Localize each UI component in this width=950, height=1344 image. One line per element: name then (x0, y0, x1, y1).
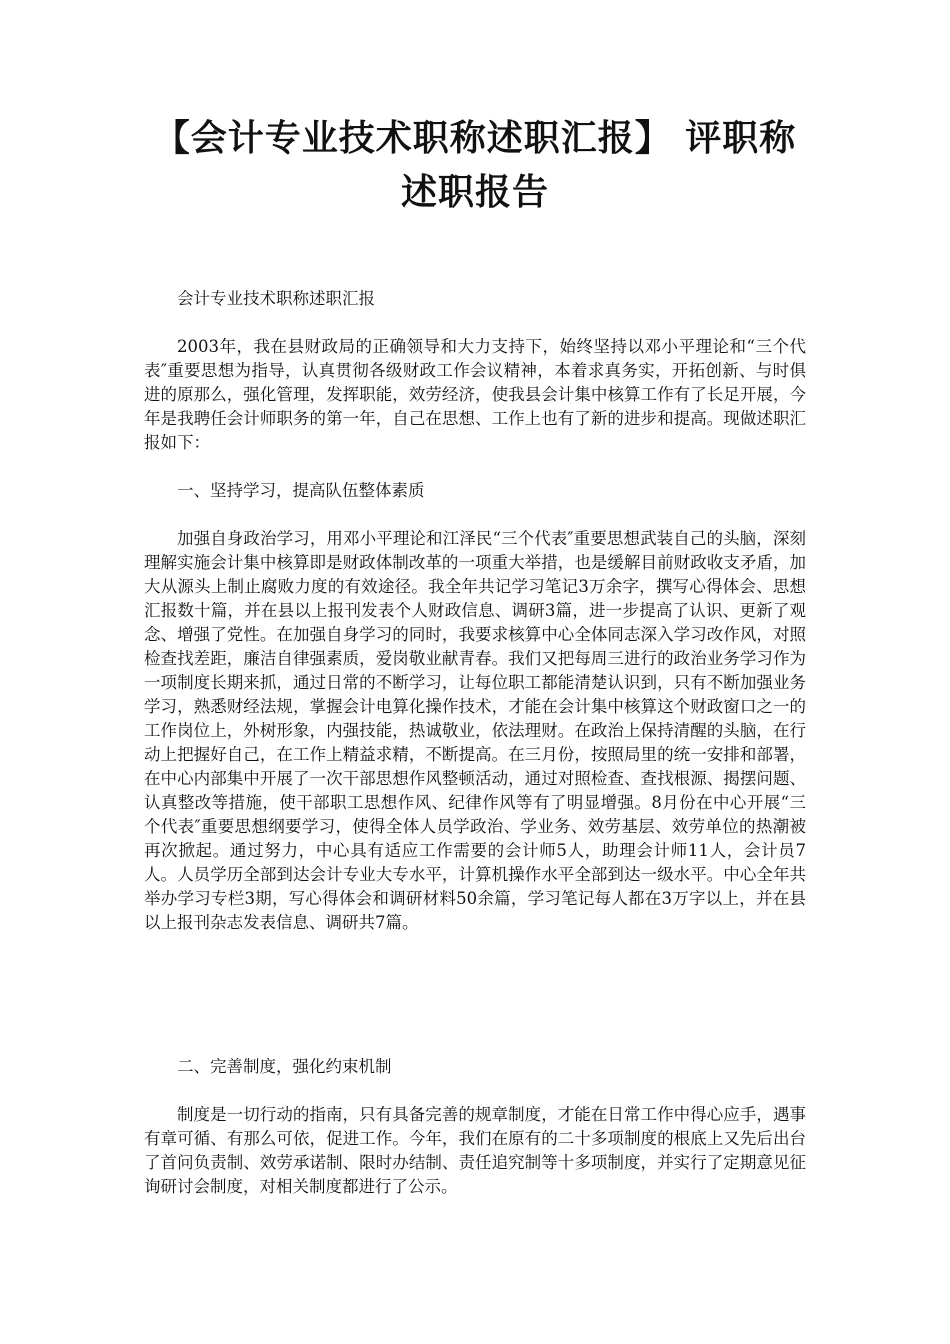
document-subtitle: 会计专业技术职称述职汇报 (177, 289, 375, 308)
intro-paragraph: 2003年，我在县财政局的正确领导和大力支持下，始终坚持以邓小平理论和“三个代表″重要思想为指导，认真贯彻各级财政工作会议精神，本着求真务实，开拓创新、与时俱进的原那么，强化管理，发挥职能，效劳经济，使我县会计集中核算工作有了长足开展，今年是我聘任会计师职务的第一年，自己在思想、工作上也有了新的进步和提高。现做述职汇报如下： (144, 337, 806, 452)
section-heading-2: 二、完善制度，强化约束机制 (177, 1057, 392, 1076)
section-body-1: 加强自身政治学习，用邓小平理论和江泽民“三个代表″重要思想武装自己的头脑，深刻理解实施会计集中核算即是财政体制改革的一项重大举措，也是缓解目前财政收支矛盾，加大从源头上制止腐败力度的有效途径。我全年共记学习笔记3万余字，撰写心得体会、思想汇报数十篇，并在县以上报刊发表个人财政信息、调研3篇，进一步提高了认识、更新了观念、增强了党性。在加强自身学习的同时，我要求核算中心全体同志深入学习改作风，对照检查找差距，廉洁自律强素质，爱岗敬业献青春。我们又把每周三进行的政治业务学习作为一项制度长期来抓，通过日常的不断学习，让每位职工都能清楚认识到，只有不断加强业务学习，熟悉财经法规，掌握会计电算化操作技术，才能在会计集中核算这个财政窗口之一的工作岗位上，外树形象，内强技能，热诚敬业，依法理财。在政治上保持清醒的头脑，在行动上把握好自己，在工作上精益求精，不断提高。在三月份，按照局里的统一安排和部署，在中心内部集中开展了一次干部思想作风整顿活动，通过对照检查、查找根源、揭摆问题、认真整改等措施，使干部职工思想作风、纪律作风等有了明显增强。8月份在中心开展“三个代表″重要思想纲要学习，使得全体人员学政治、学业务、效劳基层、效劳单位的热潮被再次掀起。通过努力，中心具有适应工作需要的会计师5人，助理会计师11人，会计员7人。人员学历全部到达会计专业大专水平，计算机操作水平全部到达一级水平。中心全年共举办学习专栏3期，写心得体会和调研材料50余篇，学习笔记每人都在3万字以上，并在县以上报刊杂志发表信息、调研共7篇。 (144, 529, 806, 932)
section-body-2: 制度是一切行动的指南，只有具备完善的规章制度，才能在日常工作中得心应手，遇事有章可循、有那么可依，促进工作。今年，我们在原有的二十多项制度的根底上又先后出台了首问负责制、效劳承诺制、限时办结制、责任追究制等十多项制度，并实行了定期意见征询研讨会制度，对相关制度都进行了公示。 (144, 1105, 806, 1196)
section-heading-1: 一、坚持学习，提高队伍整体素质 (177, 481, 425, 500)
document-title: 【会计专业技术职称述职汇报】 评职称述职报告 (153, 118, 797, 213)
